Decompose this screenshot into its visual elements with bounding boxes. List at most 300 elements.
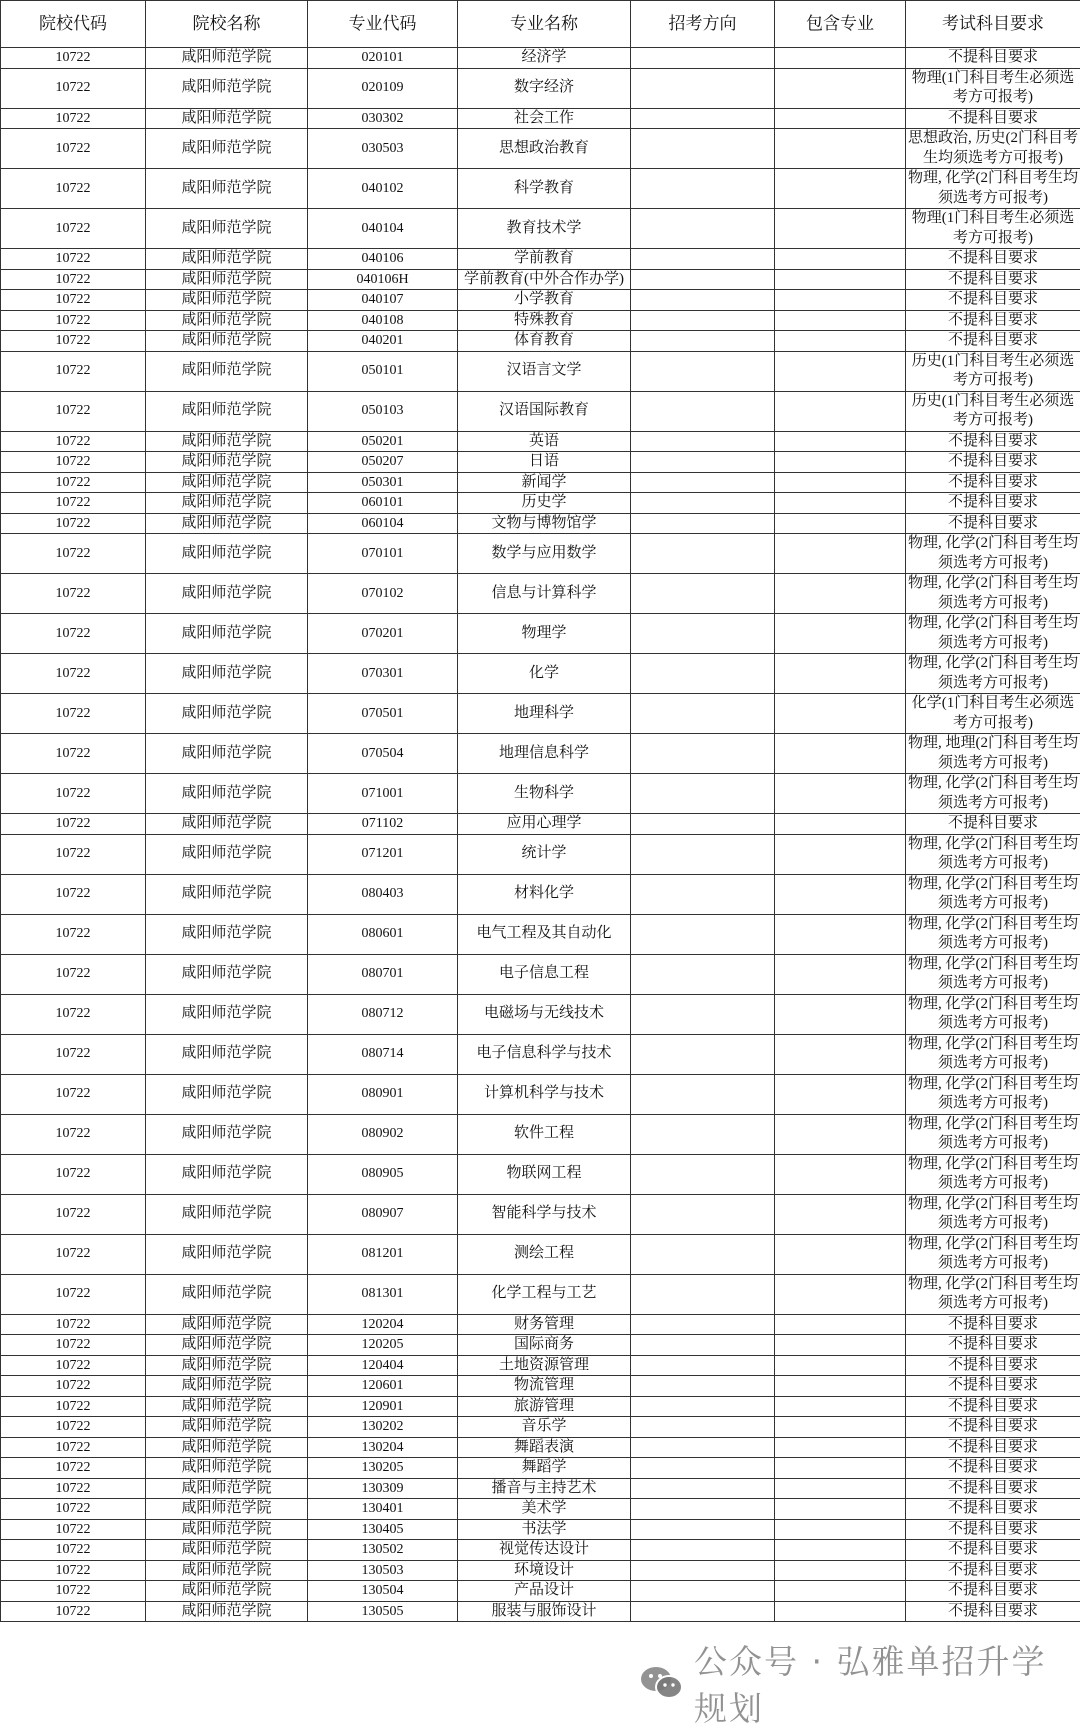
school-name-cell: 咸阳师范学院 [146,1234,308,1274]
school-name-cell: 咸阳师范学院 [146,249,308,270]
table-row [1,1194,1080,1234]
table-row [1,331,1080,352]
included-majors-cell [775,814,906,835]
major-code-cell: 040107 [308,290,458,311]
major-name-cell: 文物与博物馆学 [458,513,631,534]
major-name-cell: 数字经济 [458,68,631,108]
direction-cell [631,1376,775,1397]
school-code-cell: 10722 [1,269,146,290]
school-code-cell: 10722 [1,1335,146,1356]
school-code-cell: 10722 [1,1314,146,1335]
subject-requirement-cell: 不提科目要求 [906,452,1080,473]
included-majors-cell [775,1194,906,1234]
table-row [1,129,1080,169]
school-name-cell: 咸阳师范学院 [146,169,308,209]
table-row [1,1540,1080,1561]
major-code-cell: 070504 [308,734,458,774]
included-majors-cell [775,493,906,514]
subject-requirement-cell: 物理, 化学(2门科目考生均须选考方可报考) [906,954,1080,994]
school-code-cell: 10722 [1,1540,146,1561]
school-name-cell: 咸阳师范学院 [146,1499,308,1520]
major-name-cell: 统计学 [458,834,631,874]
subject-requirement-cell: 不提科目要求 [906,1417,1080,1438]
major-code-cell: 130502 [308,1540,458,1561]
subject-requirement-cell: 物理, 化学(2门科目考生均须选考方可报考) [906,834,1080,874]
school-name-cell: 咸阳师范学院 [146,1114,308,1154]
major-name-cell: 国际商务 [458,1335,631,1356]
school-name-cell: 咸阳师范学院 [146,209,308,249]
major-code-cell: 040106 [308,249,458,270]
subject-requirement-cell: 物理, 化学(2门科目考生均须选考方可报考) [906,1274,1080,1314]
major-name-cell: 新闻学 [458,472,631,493]
major-name-cell: 电气工程及其自动化 [458,914,631,954]
table-row [1,954,1080,994]
major-code-cell: 130405 [308,1519,458,1540]
direction-cell [631,534,775,574]
included-majors-cell [775,310,906,331]
major-name-cell: 汉语国际教育 [458,391,631,431]
school-name-cell: 咸阳师范学院 [146,472,308,493]
included-majors-cell [775,472,906,493]
major-code-cell: 120404 [308,1355,458,1376]
school-name-cell: 咸阳师范学院 [146,269,308,290]
major-code-cell: 080905 [308,1154,458,1194]
major-code-cell: 060101 [308,493,458,514]
school-code-cell: 10722 [1,169,146,209]
table-row [1,1478,1080,1499]
major-code-cell: 080601 [308,914,458,954]
direction-cell [631,774,775,814]
major-name-cell: 电子信息工程 [458,954,631,994]
major-name-cell: 服装与服饰设计 [458,1601,631,1622]
subject-requirement-cell: 历史(1门科目考生必须选考方可报考) [906,351,1080,391]
school-name-cell: 咸阳师范学院 [146,834,308,874]
direction-cell [631,914,775,954]
table-row [1,1034,1080,1074]
table-row [1,431,1080,452]
school-code-cell: 10722 [1,1396,146,1417]
major-code-cell: 050207 [308,452,458,473]
major-name-cell: 土地资源管理 [458,1355,631,1376]
wechat-icon [640,1665,684,1701]
subject-requirement-cell: 不提科目要求 [906,48,1080,69]
major-name-cell: 学前教育(中外合作办学) [458,269,631,290]
major-name-cell: 财务管理 [458,1314,631,1335]
major-name-cell: 化学工程与工艺 [458,1274,631,1314]
major-code-cell: 130205 [308,1458,458,1479]
included-majors-cell [775,1499,906,1520]
major-name-cell: 电子信息科学与技术 [458,1034,631,1074]
table-row [1,290,1080,311]
subject-requirement-cell: 不提科目要求 [906,1478,1080,1499]
major-name-cell: 科学教育 [458,169,631,209]
table-row [1,1499,1080,1520]
direction-cell [631,994,775,1034]
table-row [1,1601,1080,1622]
included-majors-cell [775,834,906,874]
table-row [1,391,1080,431]
school-name-cell: 咸阳师范学院 [146,814,308,835]
school-code-cell: 10722 [1,1355,146,1376]
table-row [1,1355,1080,1376]
school-name-cell: 咸阳师范学院 [146,1601,308,1622]
major-name-cell: 体育教育 [458,331,631,352]
major-code-cell: 040201 [308,331,458,352]
major-name-cell: 特殊教育 [458,310,631,331]
major-code-cell: 120901 [308,1396,458,1417]
school-code-cell: 10722 [1,472,146,493]
school-name-cell: 咸阳师范学院 [146,1335,308,1356]
school-name-cell: 咸阳师范学院 [146,290,308,311]
major-name-cell: 地理信息科学 [458,734,631,774]
school-name-cell: 咸阳师范学院 [146,1274,308,1314]
subject-requirement-cell: 不提科目要求 [906,513,1080,534]
major-name-cell: 学前教育 [458,249,631,270]
major-code-cell: 120204 [308,1314,458,1335]
direction-cell [631,493,775,514]
school-name-cell: 咸阳师范学院 [146,954,308,994]
header-row [1,1,1080,48]
subject-requirement-cell: 物理, 化学(2门科目考生均须选考方可报考) [906,534,1080,574]
direction-cell [631,169,775,209]
included-majors-cell [775,914,906,954]
major-name-cell: 物联网工程 [458,1154,631,1194]
major-code-cell: 080902 [308,1114,458,1154]
direction-cell [631,814,775,835]
direction-cell [631,1355,775,1376]
direction-cell [631,1034,775,1074]
major-name-cell: 舞蹈表演 [458,1437,631,1458]
school-code-cell: 10722 [1,954,146,994]
major-name-cell: 思想政治教育 [458,129,631,169]
included-majors-cell [775,129,906,169]
included-majors-cell [775,1540,906,1561]
direction-cell [631,1274,775,1314]
major-code-cell: 070501 [308,694,458,734]
direction-cell [631,513,775,534]
table-row [1,834,1080,874]
school-name-cell: 咸阳师范学院 [146,1519,308,1540]
subject-requirement-cell: 不提科目要求 [906,1540,1080,1561]
school-code-cell: 10722 [1,249,146,270]
header-direction: 招考方向 [631,1,775,48]
included-majors-cell [775,874,906,914]
school-name-cell: 咸阳师范学院 [146,1376,308,1397]
school-name-cell: 咸阳师范学院 [146,914,308,954]
major-code-cell: 080712 [308,994,458,1034]
table-row [1,1314,1080,1335]
school-code-cell: 10722 [1,614,146,654]
major-name-cell: 物理学 [458,614,631,654]
direction-cell [631,108,775,129]
table-row [1,68,1080,108]
subject-requirement-cell: 不提科目要求 [906,431,1080,452]
table-row [1,734,1080,774]
included-majors-cell [775,1355,906,1376]
major-name-cell: 历史学 [458,493,631,514]
school-code-cell: 10722 [1,874,146,914]
school-name-cell: 咸阳师范学院 [146,1034,308,1074]
school-code-cell: 10722 [1,1194,146,1234]
school-name-cell: 咸阳师范学院 [146,1458,308,1479]
subject-requirement-cell: 物理, 化学(2门科目考生均须选考方可报考) [906,1034,1080,1074]
subject-requirement-cell: 不提科目要求 [906,290,1080,311]
included-majors-cell [775,513,906,534]
included-majors-cell [775,1074,906,1114]
direction-cell [631,68,775,108]
major-code-cell: 040108 [308,310,458,331]
direction-cell [631,1396,775,1417]
included-majors-cell [775,249,906,270]
major-code-cell: 081201 [308,1234,458,1274]
major-code-cell: 070102 [308,574,458,614]
subject-requirement-cell: 不提科目要求 [906,493,1080,514]
major-code-cell: 130503 [308,1560,458,1581]
major-name-cell: 教育技术学 [458,209,631,249]
subject-requirement-cell: 不提科目要求 [906,269,1080,290]
major-name-cell: 日语 [458,452,631,473]
school-name-cell: 咸阳师范学院 [146,513,308,534]
school-name-cell: 咸阳师范学院 [146,1560,308,1581]
school-name-cell: 咸阳师范学院 [146,1314,308,1335]
subject-requirement-cell: 化学(1门科目考生必须选考方可报考) [906,694,1080,734]
direction-cell [631,1074,775,1114]
included-majors-cell [775,574,906,614]
school-name-cell: 咸阳师范学院 [146,1074,308,1114]
included-majors-cell [775,1417,906,1438]
subject-requirement-cell: 不提科目要求 [906,1519,1080,1540]
major-code-cell: 040104 [308,209,458,249]
major-name-cell: 书法学 [458,1519,631,1540]
direction-cell [631,874,775,914]
school-code-cell: 10722 [1,1478,146,1499]
school-code-cell: 10722 [1,1417,146,1438]
table-body [1,48,1080,1622]
included-majors-cell [775,734,906,774]
header-major-code: 专业代码 [308,1,458,48]
major-code-cell: 130504 [308,1581,458,1602]
major-code-cell: 020109 [308,68,458,108]
subject-requirement-cell: 物理, 化学(2门科目考生均须选考方可报考) [906,1074,1080,1114]
included-majors-cell [775,1234,906,1274]
included-majors-cell [775,954,906,994]
school-name-cell: 咸阳师范学院 [146,431,308,452]
table-row [1,1234,1080,1274]
included-majors-cell [775,1335,906,1356]
major-code-cell: 081301 [308,1274,458,1314]
school-code-cell: 10722 [1,694,146,734]
included-majors-cell [775,1560,906,1581]
included-majors-cell [775,391,906,431]
table-row [1,269,1080,290]
school-name-cell: 咸阳师范学院 [146,774,308,814]
school-name-cell: 咸阳师范学院 [146,1417,308,1438]
school-name-cell: 咸阳师范学院 [146,68,308,108]
subject-requirement-cell: 物理(1门科目考生必须选考方可报考) [906,68,1080,108]
table-row [1,574,1080,614]
major-code-cell: 130401 [308,1499,458,1520]
included-majors-cell [775,694,906,734]
direction-cell [631,1437,775,1458]
school-name-cell: 咸阳师范学院 [146,1154,308,1194]
direction-cell [631,1114,775,1154]
included-majors-cell [775,994,906,1034]
header-subject-requirement: 考试科目要求 [906,1,1080,48]
major-name-cell: 经济学 [458,48,631,69]
table-row [1,1335,1080,1356]
major-name-cell: 英语 [458,431,631,452]
school-name-cell: 咸阳师范学院 [146,1437,308,1458]
school-name-cell: 咸阳师范学院 [146,874,308,914]
school-name-cell: 咸阳师范学院 [146,48,308,69]
subject-requirement-cell: 物理, 化学(2门科目考生均须选考方可报考) [906,1194,1080,1234]
subject-requirement-cell: 不提科目要求 [906,1458,1080,1479]
major-name-cell: 地理科学 [458,694,631,734]
major-code-cell: 040106H [308,269,458,290]
direction-cell [631,1335,775,1356]
direction-cell [631,1478,775,1499]
table-row [1,452,1080,473]
major-code-cell: 070201 [308,614,458,654]
table-row [1,814,1080,835]
school-name-cell: 咸阳师范学院 [146,331,308,352]
subject-requirement-cell: 物理, 化学(2门科目考生均须选考方可报考) [906,654,1080,694]
direction-cell [631,391,775,431]
school-code-cell: 10722 [1,1581,146,1602]
included-majors-cell [775,108,906,129]
table-row [1,493,1080,514]
table-row [1,48,1080,69]
included-majors-cell [775,1437,906,1458]
direction-cell [631,1154,775,1194]
subject-requirement-cell: 不提科目要求 [906,331,1080,352]
direction-cell [631,954,775,994]
subject-requirement-cell: 物理, 化学(2门科目考生均须选考方可报考) [906,1154,1080,1194]
subject-requirement-cell: 物理, 化学(2门科目考生均须选考方可报考) [906,1234,1080,1274]
table-row [1,1274,1080,1314]
major-name-cell: 美术学 [458,1499,631,1520]
school-code-cell: 10722 [1,574,146,614]
direction-cell [631,734,775,774]
school-code-cell: 10722 [1,452,146,473]
school-code-cell: 10722 [1,1601,146,1622]
school-code-cell: 10722 [1,1274,146,1314]
major-code-cell: 071102 [308,814,458,835]
school-name-cell: 咸阳师范学院 [146,493,308,514]
subject-requirement-cell: 不提科目要求 [906,1376,1080,1397]
direction-cell [631,1560,775,1581]
school-name-cell: 咸阳师范学院 [146,1396,308,1417]
major-code-cell: 120205 [308,1335,458,1356]
table-row [1,534,1080,574]
table-row [1,774,1080,814]
direction-cell [631,310,775,331]
direction-cell [631,574,775,614]
table-row [1,472,1080,493]
included-majors-cell [775,331,906,352]
included-majors-cell [775,351,906,391]
direction-cell [631,129,775,169]
major-name-cell: 化学 [458,654,631,694]
school-name-cell: 咸阳师范学院 [146,574,308,614]
major-name-cell: 音乐学 [458,1417,631,1438]
major-name-cell: 数学与应用数学 [458,534,631,574]
table-row [1,1154,1080,1194]
subject-requirement-cell: 不提科目要求 [906,1581,1080,1602]
subject-requirement-cell: 物理, 化学(2门科目考生均须选考方可报考) [906,614,1080,654]
subject-requirement-cell: 不提科目要求 [906,472,1080,493]
subject-requirement-cell: 不提科目要求 [906,249,1080,270]
major-code-cell: 130505 [308,1601,458,1622]
included-majors-cell [775,1581,906,1602]
major-name-cell: 智能科学与技术 [458,1194,631,1234]
included-majors-cell [775,1458,906,1479]
included-majors-cell [775,1478,906,1499]
subject-requirement-cell: 不提科目要求 [906,1314,1080,1335]
subject-requirement-cell: 历史(1门科目考生必须选考方可报考) [906,391,1080,431]
major-code-cell: 080901 [308,1074,458,1114]
direction-cell [631,452,775,473]
included-majors-cell [775,614,906,654]
header-included-majors: 包含专业 [775,1,906,48]
school-name-cell: 咸阳师范学院 [146,534,308,574]
table-row [1,310,1080,331]
subject-requirement-cell: 不提科目要求 [906,1601,1080,1622]
major-code-cell: 080403 [308,874,458,914]
major-code-cell: 080701 [308,954,458,994]
included-majors-cell [775,431,906,452]
direction-cell [631,431,775,452]
subject-requirement-cell: 不提科目要求 [906,814,1080,835]
school-name-cell: 咸阳师范学院 [146,654,308,694]
school-code-cell: 10722 [1,994,146,1034]
school-name-cell: 咸阳师范学院 [146,351,308,391]
school-name-cell: 咸阳师范学院 [146,734,308,774]
included-majors-cell [775,534,906,574]
direction-cell [631,1234,775,1274]
included-majors-cell [775,48,906,69]
included-majors-cell [775,1034,906,1074]
subject-requirement-cell: 不提科目要求 [906,1396,1080,1417]
school-code-cell: 10722 [1,290,146,311]
major-code-cell: 020101 [308,48,458,69]
school-code-cell: 10722 [1,48,146,69]
major-code-cell: 050301 [308,472,458,493]
direction-cell [631,1314,775,1335]
school-code-cell: 10722 [1,1034,146,1074]
major-code-cell: 130309 [308,1478,458,1499]
included-majors-cell [775,1396,906,1417]
direction-cell [631,331,775,352]
subject-requirement-cell: 物理, 化学(2门科目考生均须选考方可报考) [906,169,1080,209]
included-majors-cell [775,1601,906,1622]
table-row [1,994,1080,1034]
school-code-cell: 10722 [1,351,146,391]
table-row [1,1114,1080,1154]
major-name-cell: 旅游管理 [458,1396,631,1417]
header-major-name: 专业名称 [458,1,631,48]
included-majors-cell [775,774,906,814]
school-name-cell: 咸阳师范学院 [146,391,308,431]
school-name-cell: 咸阳师范学院 [146,1478,308,1499]
table-row [1,108,1080,129]
subject-requirement-cell: 不提科目要求 [906,1355,1080,1376]
major-name-cell: 环境设计 [458,1560,631,1581]
subject-requirement-cell: 物理, 地理(2门科目考生均须选考方可报考) [906,734,1080,774]
table-row [1,1560,1080,1581]
school-code-cell: 10722 [1,129,146,169]
school-code-cell: 10722 [1,513,146,534]
